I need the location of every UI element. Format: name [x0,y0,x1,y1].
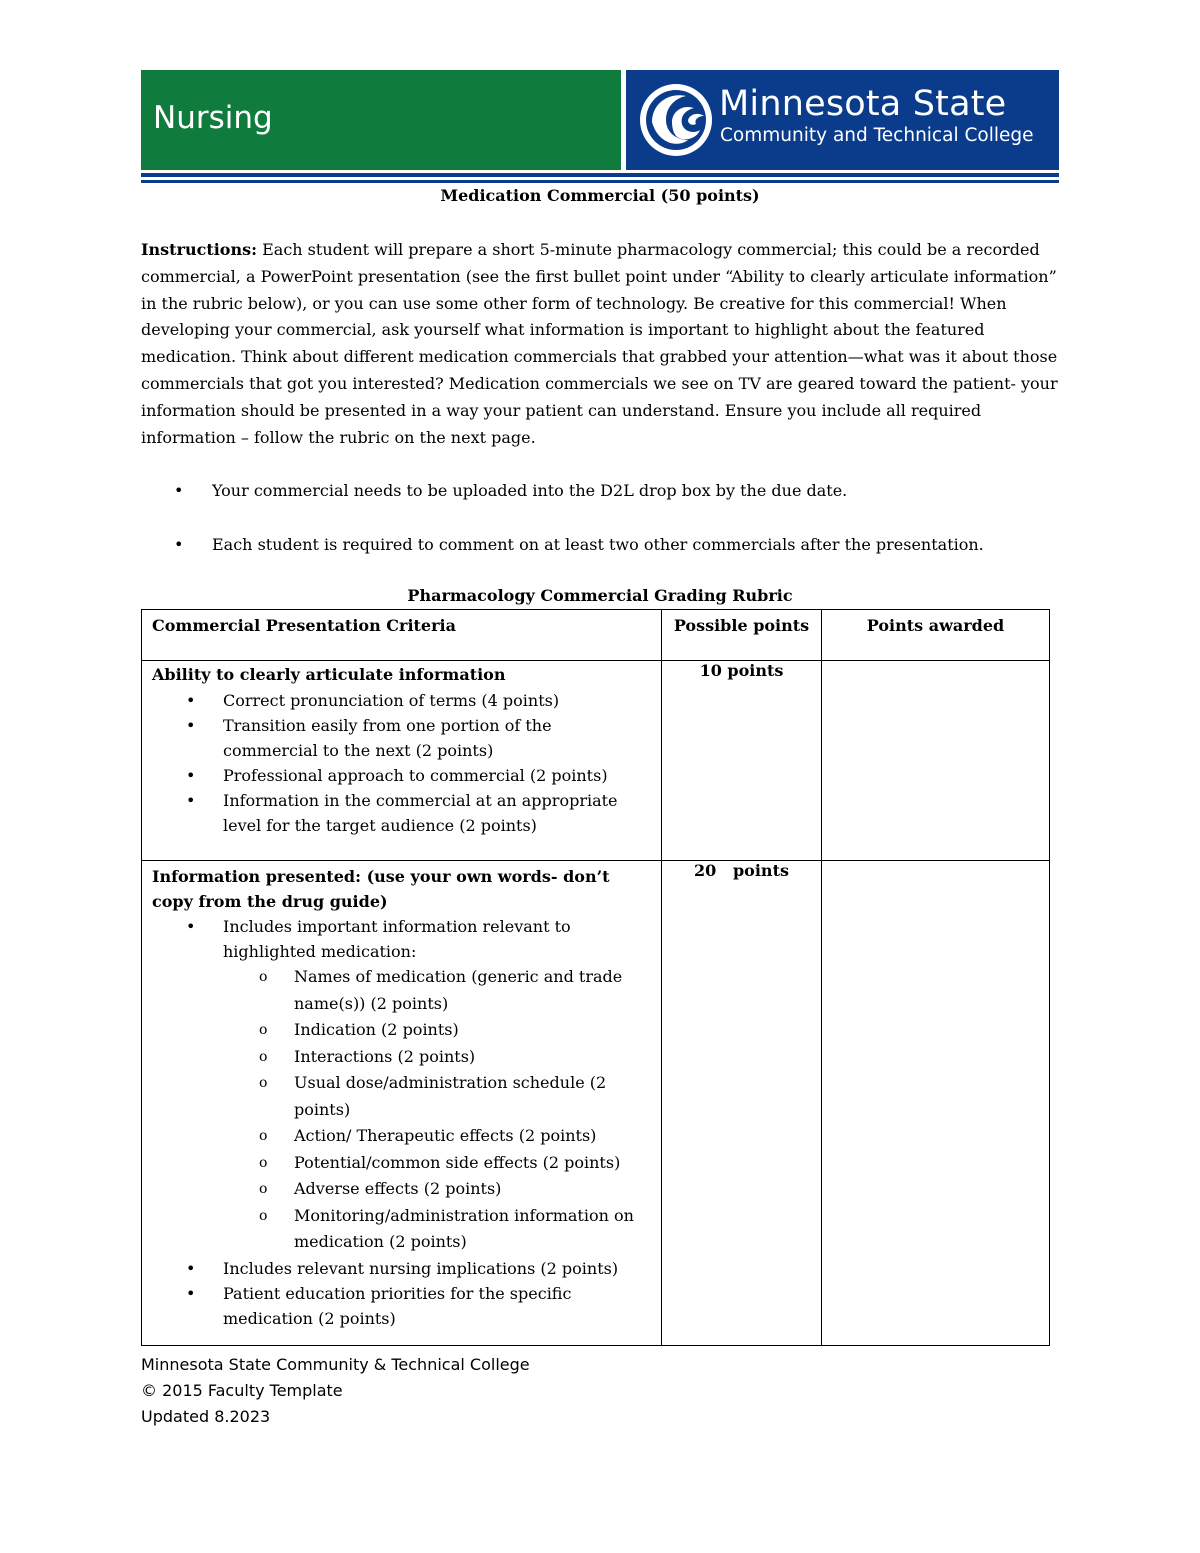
sub-list-item: o Indication (2 points) [223,1017,651,1044]
instructions-label: Instructions: [141,240,258,259]
list-item: • Information in the commercial at an appropriate level for the target audience (2 points) [152,788,651,838]
rubric-title: Pharmacology Commercial Grading Rubric [407,586,793,605]
instructions-paragraph [141,237,1059,451]
column-header-points-awarded: Points awarded [822,610,1050,661]
list-item: • Correct pronunciation of terms (4 points) [152,688,651,713]
requirements-list [141,478,1059,586]
criteria-cell [142,661,662,861]
sub-list-item: o Potential/common side effects (2 points) [223,1150,651,1177]
list-item: • Patient education priorities for the specific medication (2 points) [152,1281,651,1331]
possible-points-cell: 20 points [662,861,822,1346]
criteria-cell [142,861,662,1346]
list-item: • Your commercial needs to be uploaded into the D2L drop box by the due date. [141,478,1059,504]
table-header-row [142,610,1050,661]
page-footer [141,1352,530,1430]
list-item: • Includes relevant nursing implications (2 points) [152,1256,651,1281]
sub-list-item: o Names of medication (generic and trade name(s)) (2 points) [223,964,651,1017]
points-awarded-cell[interactable] [822,661,1050,861]
sub-list-item: o Action/ Therapeutic effects (2 points) [223,1123,651,1150]
footer-copyright: © 2015 Faculty Template [141,1381,343,1400]
department-name: Nursing [153,100,273,136]
footer-college: Minnesota State Community & Technical College [141,1355,530,1374]
list-item: • Professional approach to commercial (2 points) [152,763,651,788]
sub-list-item: o Usual dose/administration schedule (2 points) [223,1070,651,1123]
header-rule-thin [141,180,1059,183]
sub-list-item: o Monitoring/administration information on medication (2 points) [223,1203,651,1256]
college-name: Minnesota State [719,84,1007,124]
footer-updated: Updated 8.2023 [141,1407,271,1426]
possible-points-cell: 10 points [662,661,822,861]
column-header-criteria: Commercial Presentation Criteria [142,610,662,661]
header-rule [141,173,1059,177]
grading-rubric-table [141,609,1050,1346]
criteria-heading: Information presented: (use your own words- don’t copy from the drug guide) [152,867,610,911]
points-awarded-cell[interactable] [822,861,1050,1346]
page-header [141,70,1059,184]
list-item: • Includes important information relevant to highlighted medication: o Names of medication (generic and trade name(s)) (2 points) o Indication (2 points) o Interactions (2 points) o Usual dose/administration schedule (2 points) o Action/ Therapeutic effects (2 points) o Potential/common side effects (2 points) o Adverse effects (2 points) o Monitoring/administration information on medication (2 points) [152,914,651,1256]
instructions-text: Each student will prepare a short 5-minute pharmacology commercial; this could be a recorded commercial, a PowerPoint presentation (see the first bullet point under “Ability to clearly articulate information” in the rubric below), or you can use some other form of technology. Be creative for this commercial! When developing your commercial, ask yourself what information is important to highlight about the featured medication. Think about different medication commercials that grabbed your attention—what was it about those commercials that got you interested? Medication commercials we see on TV are geared toward the patient- your information should be presented in a way your patient can understand. Ensure you include all required information – follow the rubric on the next page. [141,240,1058,447]
college-subtitle: Community and Technical College [720,125,1034,146]
list-item: • Each student is required to comment on at least two other commercials after the presentation. [141,532,1059,558]
criteria-heading: Ability to clearly articulate information [152,665,506,684]
sub-list-item: o Interactions (2 points) [223,1044,651,1071]
table-row [142,661,1050,861]
sub-list-item: o Adverse effects (2 points) [223,1176,651,1203]
college-logo-icon [638,82,714,158]
document-title: Medication Commercial (50 points) [440,186,760,205]
column-header-possible-points: Possible points [662,610,822,661]
list-item: • Transition easily from one portion of the commercial to the next (2 points) [152,713,651,763]
table-row [142,861,1050,1346]
